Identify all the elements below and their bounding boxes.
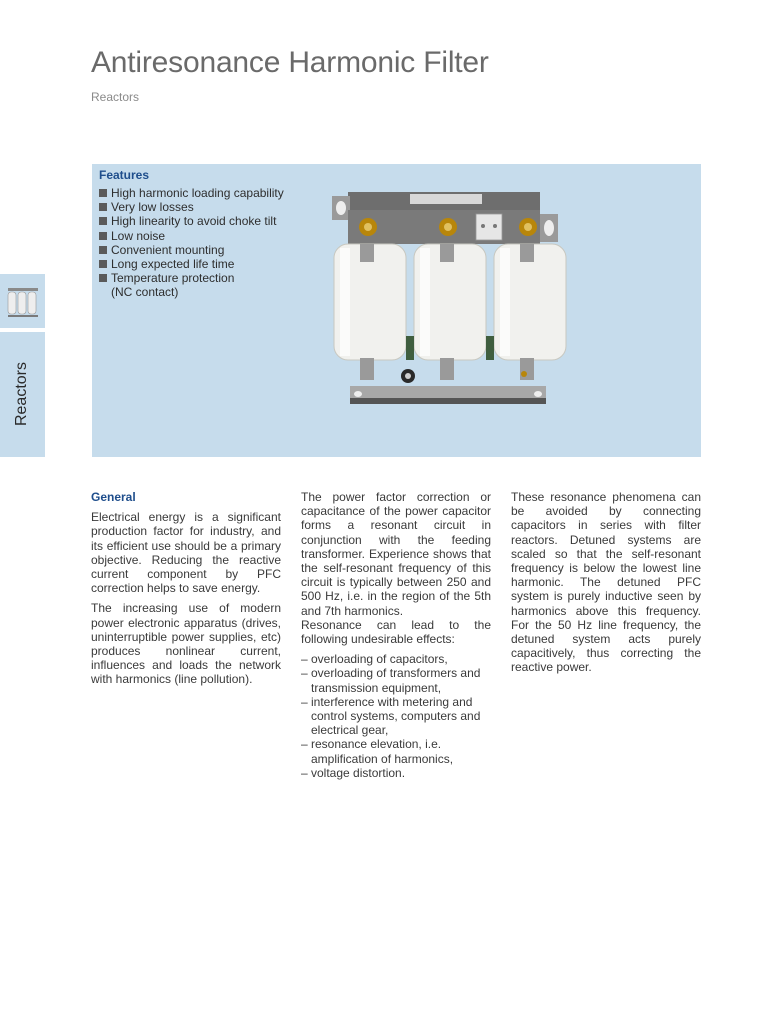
side-tab-label: Reactors [13,361,30,427]
paragraph: Resonance can lead to the following undesirable effects: [301,617,491,647]
features-list [99,186,284,300]
square-bullet-icon [99,203,107,211]
list-item: – overloading of transformers and transmission equipment, [301,666,481,695]
text-column-2 [301,490,491,780]
features-panel [92,164,701,457]
reactor-product-image [330,186,572,416]
text-column-3 [511,490,701,681]
feature-item: Low noise [99,229,284,243]
paragraph: Electrical energy is a significant production factor for industry, and its efficient use should be a primary objective. Reducing the reactive current component by PFC correction helps to save energy. [91,510,281,596]
features-heading: Features [99,168,150,182]
list-item: – overloading of capacitors, [301,652,448,667]
list-item: – voltage distortion. [301,765,406,780]
side-tab-reactors[interactable] [0,332,45,457]
paragraph: The increasing use of modern power electronic apparatus (drives, uninterruptible power supplies, etc) produces nonlinear current, influences and loads the network with harmonics (line pollution). [91,601,281,687]
square-bullet-icon [99,217,107,225]
paragraph: The power factor correction or capacitance of the power capacitor forms a resonant circuit in conjunction with the feeding transformer. Experience shows that the self-resonant frequency of this circuit is typically between 250 and 500 Hz, i.e. in the region of the 5th and 7th harmonics. [301,490,491,618]
feature-item: Long expected life time [99,257,284,271]
page-title: Antiresonance Harmonic Filter [91,46,489,79]
side-thumbnail [0,274,45,328]
feature-item: Very low losses [99,200,284,214]
text-column-1 [91,490,281,693]
feature-item: Temperature protection (NC contact) [99,271,284,299]
feature-item: High harmonic loading capability [99,186,284,200]
square-bullet-icon [99,189,107,197]
effects-list [301,652,491,780]
square-bullet-icon [99,274,107,282]
feature-item: Convenient mounting [99,243,284,257]
square-bullet-icon [99,232,107,240]
paragraph: These resonance phenomena can be avoided by connecting capacitors in series with filter reactors. Detuned systems are scaled so that the self-resonant frequency is below the lowest line harmonic. The detuned PFC system is purely inductive seen by harmonics above this frequency. For the 50 Hz line frequency, the detuned system acts purely capacitively, thus correcting the reactive power. [511,490,701,675]
feature-item: High linearity to avoid choke tilt [99,214,284,228]
list-item: – resonance elevation, i.e. amplification of harmonics, [301,737,454,766]
general-heading: General [91,490,136,504]
square-bullet-icon [99,260,107,268]
reactor-thumbnail-image [0,274,45,328]
page-subtitle: Reactors [91,90,140,104]
square-bullet-icon [99,246,107,254]
list-item: – interference with metering and control systems, computers and electrical gear, [301,694,481,738]
